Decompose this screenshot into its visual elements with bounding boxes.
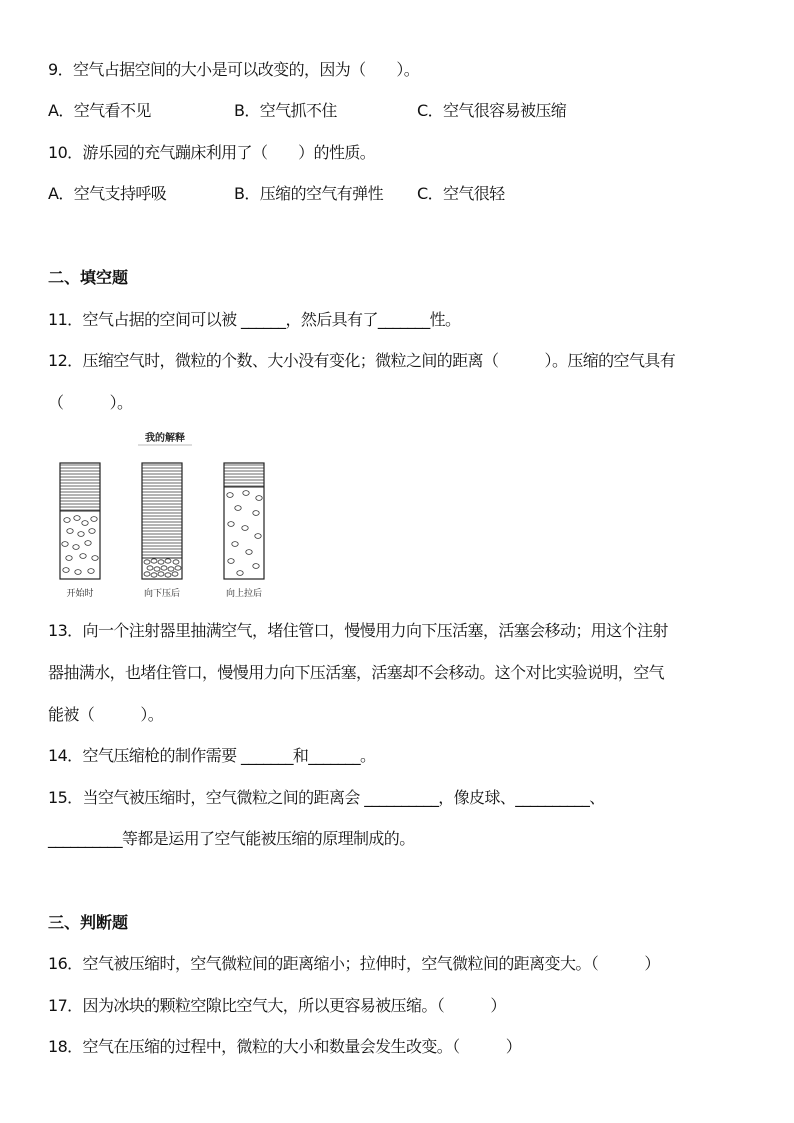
option-c: C．空气很轻 (417, 184, 505, 203)
question-12-line-2: （ ）。 (48, 393, 133, 412)
option-b: B．压缩的空气有弹性 (234, 184, 383, 203)
option-c: C．空气很容易被压缩 (417, 101, 567, 120)
compressed-particles (144, 559, 181, 577)
question-11: 11．空气占据的空间可以被 ______，然后具有了_______性。 (48, 310, 461, 329)
question-13-line-3: 能被（ ）。 (48, 705, 164, 724)
option-a: A．空气看不见 (48, 101, 151, 120)
question-15-line-1: 15．当空气被压缩时，空气微粒之间的距离会 __________，像皮球、__________、 (48, 788, 605, 807)
option-a: A．空气支持呼吸 (48, 184, 167, 203)
question-12-line-1: 12．压缩空气时，微粒的个数、大小没有变化；微粒之间的距离（ ）。压缩的空气具有 (48, 351, 676, 370)
label-start: 开始时 (66, 589, 94, 599)
question-18: 18．空气在压缩的过程中，微粒的大小和数量会发生改变。（ ） (48, 1037, 522, 1056)
figure-title: 我的解释 (145, 433, 185, 444)
option-b: B．空气抓不住 (234, 101, 337, 120)
syringe-pulled (224, 463, 264, 579)
syringe-pushed (142, 463, 182, 579)
question-13-line-2: 器抽满水，也堵住管口，慢慢用力向下压活塞，活塞却不会移动。这个对比实验说明，空气 (48, 663, 665, 682)
question-10: 10．游乐园的充气蹦床利用了（ ）的性质。 (48, 143, 376, 162)
label-pulled: 向上拉后 (225, 589, 263, 599)
question-15-line-2: __________等都是运用了空气能被压缩的原理制成的。 (48, 829, 415, 848)
syringe-diagram (50, 428, 290, 604)
question-16: 16．空气被压缩时，空气微粒间的距离缩小；拉伸时，空气微粒间的距离变大。（ ） (48, 954, 660, 973)
section-heading-fill-in: 二、填空题 (48, 268, 129, 287)
syringe-figure (50, 428, 290, 604)
question-14: 14．空气压缩枪的制作需要 _______和_______。 (48, 746, 376, 765)
section-heading-judge: 三、判断题 (48, 913, 129, 932)
question-13-line-1: 13．向一个注射器里抽满空气，堵住管口，慢慢用力向下压活塞，活塞会移动；用这个注射 (48, 621, 668, 640)
question-9: 9．空气占据空间的大小是可以改变的，因为（ ）。 (48, 60, 420, 79)
question-17: 17．因为冰块的颗粒空隙比空气大，所以更容易被压缩。（ ） (48, 996, 506, 1015)
expanded-particles (227, 491, 262, 576)
syringe-start (60, 463, 100, 579)
label-pushed: 向下压后 (143, 589, 181, 599)
air-particles (62, 516, 98, 575)
